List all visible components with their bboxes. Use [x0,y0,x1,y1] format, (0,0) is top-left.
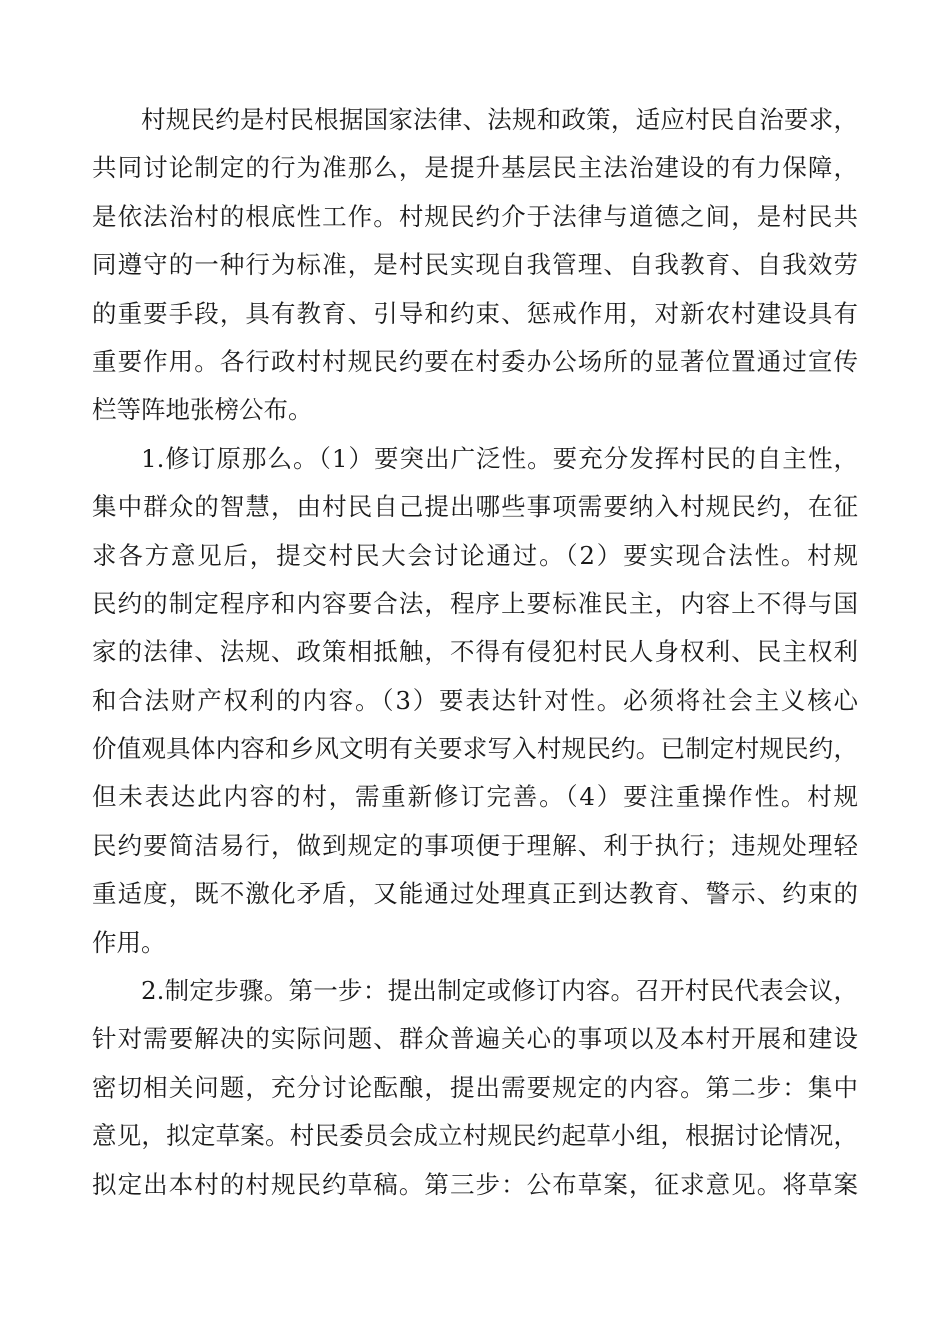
text-line: 的重要手段，具有教育、引导和约束、惩戒作用，对新农村建设具有 [92,298,858,328]
text-line: 密切相关问题，充分讨论酝酿，提出需要规定的内容。第二步：集中 [92,1072,858,1102]
text-line: 栏等阵地张榜公布。 [92,395,313,425]
paragraph-intro [92,96,858,435]
text-line: 2.制定步骤。第一步：提出制定或修订内容。召开村民代表会议， [141,976,858,1006]
text-line: 价值观具体内容和乡风文明有关要求写入村规民约。已制定村规民约， [92,734,858,764]
text-line: 拟定出本村的村规民约草稿。第三步：公布草案，征求意见。将草案 [92,1169,858,1199]
text-line: 1.修订原那么。（1）要突出广泛性。要充分发挥村民的自主性， [141,443,858,473]
text-line: 村规民约是村民根据国家法律、法规和政策，适应村民自治要求， [141,105,858,134]
text-line: 针对需要解决的实际问题、群众普遍关心的事项以及本村开展和建设 [92,1024,858,1054]
text-line: 重适度，既不激化矛盾，又能通过处理真正到达教育、警示、约束的 [92,879,858,909]
text-line: 集中群众的智慧，由村民自己提出哪些事项需要纳入村规民约，在征 [92,492,858,522]
text-line: 同遵守的一种行为标准，是村民实现自我管理、自我教育、自我效劳 [92,250,858,280]
paragraph-formulation-steps [92,967,858,1209]
document-body [92,96,858,1209]
text-line: 家的法律、法规、政策相抵触，不得有侵犯村民人身权利、民主权利 [92,637,858,667]
text-line: 民约要简洁易行，做到规定的事项便于理解、利于执行；违规处理轻 [92,830,858,860]
text-line: 民约的制定程序和内容要合法，程序上要标准民主，内容上不得与国 [92,588,858,618]
text-line: 重要作用。各行政村村规民约要在村委办公场所的显著位置通过宣传 [92,346,858,376]
text-line: 是依法治村的根底性工作。村规民约介于法律与道德之间，是村民共 [92,201,858,231]
text-line: 意见，拟定草案。村民委员会成立村规民约起草小组，根据讨论情况， [92,1121,858,1151]
text-line: 作用。 [92,927,166,957]
text-line: 但未表达此内容的村，需重新修订完善。（4）要注重操作性。村规 [92,782,858,812]
text-line: 和合法财产权利的内容。（3）要表达针对性。必须将社会主义核心 [92,685,858,715]
text-line: 求各方意见后，提交村民大会讨论通过。（2）要实现合法性。村规 [92,540,858,570]
text-line: 共同讨论制定的行为准那么，是提升基层民主法治建设的有力保障， [92,153,858,183]
paragraph-revision-principles [92,435,858,967]
